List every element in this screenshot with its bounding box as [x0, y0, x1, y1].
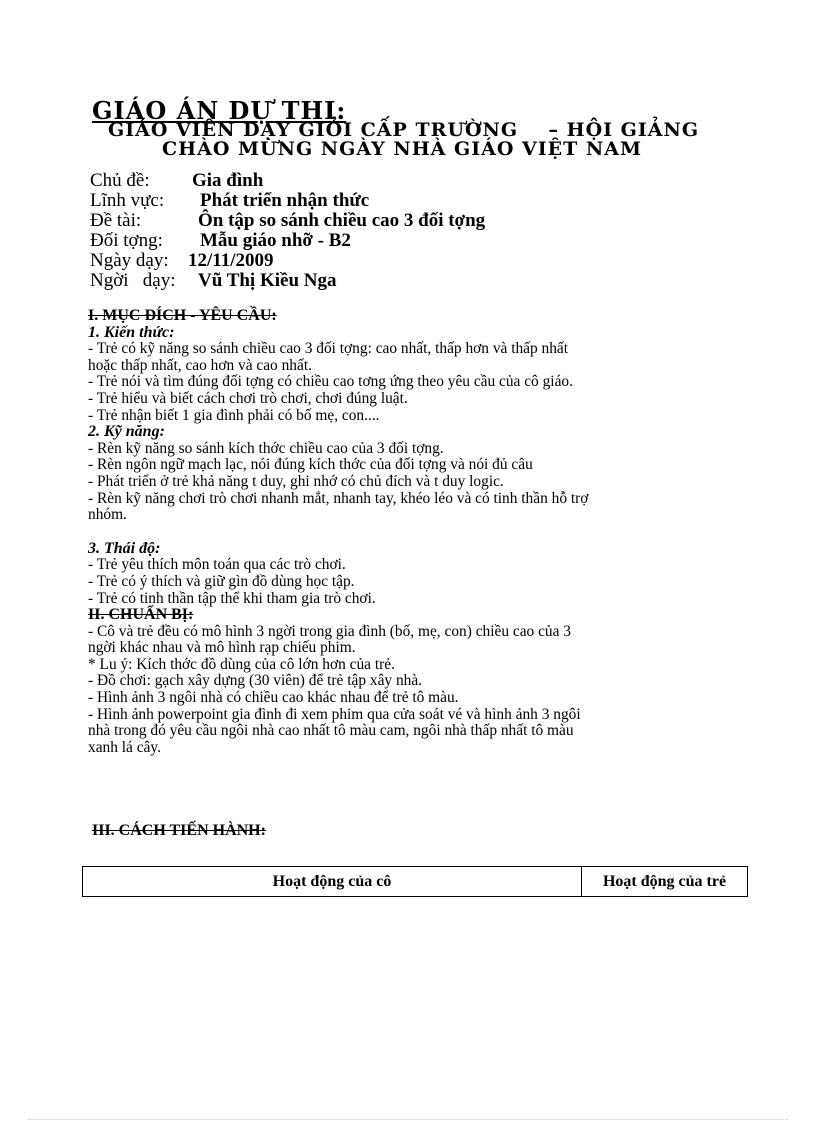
text-line: - Trẻ hiểu và biết cách chơi trò chơi, chơi đúng luật. — [88, 389, 408, 407]
text-line: nhóm. — [88, 506, 127, 524]
info-label: Đối tợng: — [90, 230, 163, 251]
info-value: Ôn tập so sánh chiều cao 3 đối tợng — [198, 210, 486, 231]
text-line: - Trẻ có tinh thần tập thể khi tham gia trò chơi. — [88, 589, 376, 607]
column-header-teacher: Hoạt động của cô — [83, 867, 582, 897]
text-line: - Hình ảnh 3 ngôi nhà có chiều cao khác nhau để trẻ tô màu. — [88, 689, 459, 707]
text-line: - Phát triển ở trẻ khả năng t duy, ghi nhớ có chủ đích và t duy logic. — [88, 472, 504, 490]
table-header-row — [83, 867, 748, 897]
doc-title: GIÁO ÁN DỰ THI: — [92, 96, 347, 125]
info-row — [90, 271, 485, 291]
info-value: Gia đình — [192, 170, 264, 191]
section-heading-preparation: II. CHUẨN BỊ: — [88, 606, 194, 624]
info-label: Đề tài: — [90, 210, 142, 231]
text-line: - Trẻ yêu thích môn toán qua các trò chơi. — [88, 556, 346, 574]
text-line: hoặc thấp nhất, cao hơn và cao nhất. — [88, 356, 312, 374]
spacer — [88, 524, 728, 541]
subheading-skills — [88, 424, 728, 441]
subheading-knowledge — [88, 325, 728, 342]
text-line: xanh lá cây. — [88, 738, 161, 756]
info-row — [90, 211, 485, 231]
subheading-label: 3. Thái độ: — [88, 539, 161, 557]
doc-subtitle: GIÁO VIÊN DẠY GIỎI CẤP TRƯỜNG – HỘI GIẢNG — [108, 119, 700, 141]
info-label: Chủ đề: — [90, 170, 150, 191]
info-row — [90, 171, 485, 191]
subheading-label: 1. Kiến thức: — [88, 323, 175, 341]
info-value: Mẫu giáo nhỡ - B2 — [200, 230, 351, 251]
lesson-info — [90, 171, 485, 291]
text-line: - Rèn ngôn ngữ mạch lạc, nói đúng kích thớc của đối tợng và nói đủ câu — [88, 456, 533, 474]
lesson-body — [88, 308, 728, 756]
info-label: Ngời dạy: — [90, 270, 176, 291]
subheading-label: 2. Kỹ năng: — [88, 423, 165, 441]
section-heading-procedure: III. CÁCH TIẾN HÀNH: — [92, 822, 266, 839]
info-row — [90, 191, 485, 211]
text-line: - Cô và trẻ đều có mô hình 3 ngời trong gia đình (bố, mẹ, con) chiều cao của 3 — [88, 622, 571, 640]
text-line: ngời khác nhau và mô hình rạp chiếu phim. — [88, 639, 356, 657]
page-bottom-border — [28, 1119, 788, 1120]
text-line: - Trẻ có ý thích và giữ gìn đồ dùng học tập. — [88, 572, 355, 590]
text-line: - Trẻ nói và tìm đúng đối tợng có chiều cao tơng ứng theo yêu cầu của cô giáo. — [88, 373, 573, 391]
text-line: - Trẻ nhận biết 1 gia đình phải có bố mẹ, con.... — [88, 406, 380, 424]
text-line: - Rèn kỹ năng chơi trò chơi nhanh mắt, nhanh tay, khéo léo và có tinh thần hỗ trợ — [88, 489, 589, 507]
column-header-children: Hoạt động của trẻ — [582, 867, 748, 897]
text-line: - Hình ảnh powerpoint gia đình đi xem phim qua cửa soát vé và hình ảnh 3 ngôi — [88, 705, 581, 723]
activity-table — [82, 866, 748, 897]
info-value: Phát triển nhận thức — [200, 190, 370, 211]
info-label: Lĩnh vực: — [90, 190, 165, 211]
text-line: - Trẻ có kỹ năng so sánh chiều cao 3 đối tợng: cao nhất, thấp hơn và thấp nhất — [88, 340, 569, 358]
text-line: * Lu ý: Kích thớc đồ dùng của cô lớn hơn của trẻ. — [88, 655, 395, 673]
text-line: - Rèn kỹ năng so sánh kích thớc chiều cao của 3 đối tợng. — [88, 439, 444, 457]
subheading-attitude — [88, 541, 728, 558]
info-row — [90, 251, 485, 271]
section-heading-purpose: I. MỤC ĐÍCH - YÊU CẦU: — [88, 307, 277, 324]
info-value: 12/11/2009 — [188, 250, 274, 271]
info-label: Ngày dạy: — [90, 250, 169, 271]
text-line: - Đồ chơi: gạch xây dựng (30 viên) để trẻ tập xây nhà. — [88, 672, 423, 690]
info-row — [90, 231, 485, 251]
text-line: nhà trong đó yêu cầu ngôi nhà cao nhất tô màu cam, ngôi nhà thấp nhất tô màu — [88, 722, 574, 740]
info-value: Vũ Thị Kiều Nga — [198, 270, 337, 291]
doc-subtitle-2: CHÀO MỪNG NGÀY NHÀ GIÁO VIỆT NAM — [162, 138, 643, 160]
